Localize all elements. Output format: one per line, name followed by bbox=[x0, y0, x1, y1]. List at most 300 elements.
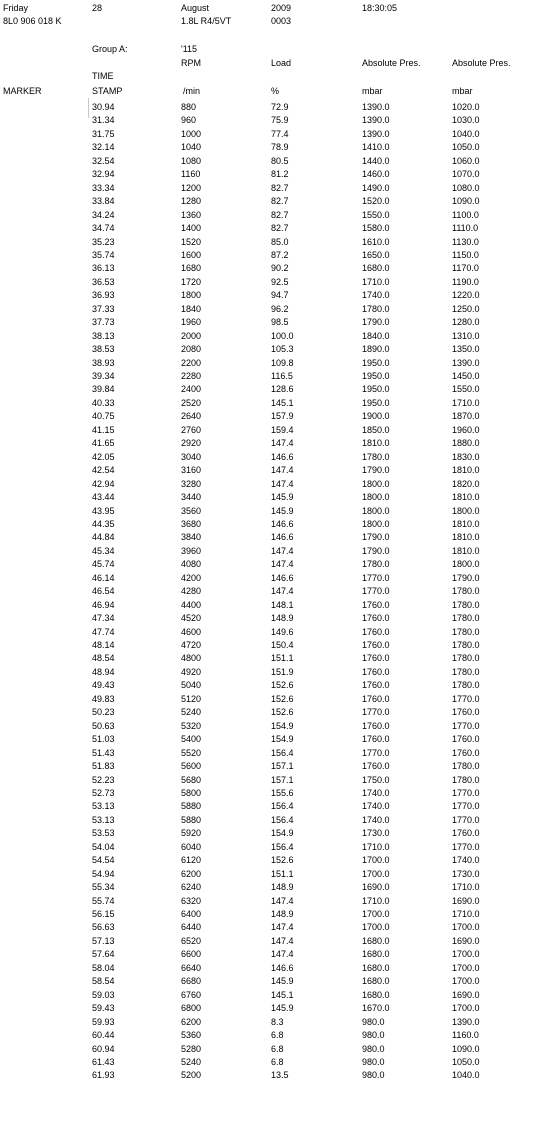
load-cell: 145.9 bbox=[271, 492, 294, 503]
abs-pres-2-cell: 1080.0 bbox=[452, 182, 480, 193]
abs-pres-1-cell: 980.0 bbox=[362, 1070, 385, 1081]
group-value: '115 bbox=[181, 44, 198, 54]
abs-pres-2-cell: 1090.0 bbox=[452, 196, 480, 207]
abs-pres-1-cell: 1950.0 bbox=[362, 397, 390, 408]
abs-pres-2-cell: 1770.0 bbox=[452, 801, 480, 812]
abs-pres-1-cell: 1710.0 bbox=[362, 841, 390, 852]
time-stamp-cell: 44.84 bbox=[92, 532, 115, 543]
abs-pres-2-cell: 1810.0 bbox=[452, 465, 480, 476]
col-load-header: Load bbox=[271, 58, 292, 68]
rpm-cell: 6320 bbox=[181, 895, 202, 906]
rpm-cell: 5880 bbox=[181, 801, 202, 812]
rpm-cell: 5240 bbox=[181, 707, 202, 718]
abs-pres-1-cell: 1650.0 bbox=[362, 249, 390, 260]
rpm-cell: 4720 bbox=[181, 640, 202, 650]
load-cell: 148.1 bbox=[271, 599, 294, 610]
header-part-number: 8L0 906 018 K bbox=[3, 16, 62, 26]
abs-pres-1-cell: 1490.0 bbox=[362, 182, 390, 193]
time-stamp-cell: 46.94 bbox=[92, 599, 115, 610]
load-cell: 145.9 bbox=[271, 505, 294, 516]
abs-pres-2-cell: 1390.0 bbox=[452, 1016, 480, 1027]
time-stamp-cell: 61.93 bbox=[92, 1070, 115, 1081]
time-stamp-cell: 43.44 bbox=[92, 492, 115, 503]
load-cell: 148.9 bbox=[271, 613, 294, 624]
abs-pres-1-cell: 1760.0 bbox=[362, 720, 390, 731]
abs-pres-2-cell: 1700.0 bbox=[452, 922, 480, 933]
rpm-cell: 1520 bbox=[181, 236, 202, 247]
rpm-cell: 6520 bbox=[181, 935, 202, 946]
abs-pres-2-cell: 1090.0 bbox=[452, 1043, 480, 1054]
abs-pres-1-cell: 1780.0 bbox=[362, 451, 390, 462]
time-stamp-cell: 39.84 bbox=[92, 384, 115, 395]
time-stamp-cell: 57.13 bbox=[92, 935, 115, 946]
rpm-cell: 6800 bbox=[181, 1003, 202, 1014]
abs-pres-2-cell: 1170.0 bbox=[452, 263, 479, 274]
abs-pres-2-cell: 1770.0 bbox=[452, 814, 480, 825]
rpm-cell: 1160 bbox=[181, 169, 201, 180]
abs-pres-2-cell: 1780.0 bbox=[452, 626, 480, 637]
abs-pres-2-cell: 1820.0 bbox=[452, 478, 480, 489]
rpm-cell: 2520 bbox=[181, 397, 202, 408]
abs-pres-2-cell: 1100.0 bbox=[452, 209, 479, 220]
load-cell: 147.4 bbox=[271, 438, 294, 449]
abs-pres-2-cell: 1780.0 bbox=[452, 774, 480, 785]
time-stamp-cell: 58.04 bbox=[92, 962, 115, 973]
abs-pres-1-cell: 1710.0 bbox=[362, 276, 390, 287]
rpm-cell: 1800 bbox=[181, 290, 202, 301]
abs-pres-2-cell: 1690.0 bbox=[452, 895, 480, 906]
time-stamp-cell: 42.94 bbox=[92, 478, 115, 489]
time-stamp-cell: 44.35 bbox=[92, 518, 115, 529]
abs-pres-2-cell: 1800.0 bbox=[452, 559, 480, 570]
abs-pres-2-cell: 1710.0 bbox=[452, 882, 480, 893]
time-stamp-cell: 54.94 bbox=[92, 868, 115, 879]
rpm-cell: 1360 bbox=[181, 209, 202, 220]
rpm-cell: 2200 bbox=[181, 357, 202, 368]
load-cell: 72.9 bbox=[271, 102, 289, 112]
abs-pres-1-cell: 1760.0 bbox=[362, 599, 390, 610]
rpm-cell: 4520 bbox=[181, 613, 202, 624]
load-cell: 156.4 bbox=[271, 801, 294, 812]
header-engine: 1.8L R4/5VT bbox=[181, 16, 232, 26]
time-stamp-cell: 50.23 bbox=[92, 707, 115, 718]
col-time-header: TIME bbox=[92, 71, 114, 81]
abs-pres-2-cell: 1800.0 bbox=[452, 505, 480, 516]
abs-pres-2-cell: 1760.0 bbox=[452, 734, 480, 745]
rpm-cell: 6240 bbox=[181, 882, 202, 893]
abs-pres-2-cell: 1700.0 bbox=[452, 962, 480, 973]
rpm-cell: 6680 bbox=[181, 976, 202, 987]
abs-pres-1-cell: 1740.0 bbox=[362, 290, 390, 301]
abs-pres-1-cell: 1890.0 bbox=[362, 344, 390, 355]
abs-pres-2-cell: 1770.0 bbox=[452, 787, 480, 798]
time-stamp-cell: 53.13 bbox=[92, 814, 115, 825]
abs-pres-1-cell: 1850.0 bbox=[362, 424, 390, 435]
time-stamp-cell: 52.73 bbox=[92, 787, 115, 798]
abs-pres-2-cell: 1550.0 bbox=[452, 384, 480, 395]
abs-pres-2-cell: 1870.0 bbox=[452, 411, 480, 422]
header-day: Friday bbox=[3, 3, 29, 13]
rpm-cell: 2400 bbox=[181, 384, 202, 395]
time-stamp-cell: 45.74 bbox=[92, 559, 115, 570]
time-stamp-cell: 48.14 bbox=[92, 640, 115, 650]
load-cell: 147.4 bbox=[271, 545, 294, 556]
load-cell: 151.1 bbox=[271, 653, 294, 664]
abs-pres-2-cell: 1710.0 bbox=[452, 909, 480, 919]
load-cell: 152.6 bbox=[271, 693, 294, 704]
abs-pres-1-cell: 1760.0 bbox=[362, 693, 390, 704]
time-stamp-cell: 57.64 bbox=[92, 949, 115, 960]
abs-pres-1-cell: 1810.0 bbox=[362, 438, 390, 449]
load-cell: 146.6 bbox=[271, 518, 294, 529]
abs-pres-1-cell: 1740.0 bbox=[362, 801, 390, 812]
rpm-cell: 1080 bbox=[181, 155, 202, 166]
abs-pres-2-cell: 1780.0 bbox=[452, 613, 480, 624]
load-cell: 147.4 bbox=[271, 935, 294, 946]
load-cell: 154.9 bbox=[271, 828, 294, 839]
load-cell: 156.4 bbox=[271, 814, 294, 825]
abs-pres-2-cell: 1810.0 bbox=[452, 532, 480, 543]
load-cell: 6.8 bbox=[271, 1043, 284, 1054]
load-cell: 6.8 bbox=[271, 1056, 284, 1067]
abs-pres-1-cell: 1680.0 bbox=[362, 976, 390, 987]
rpm-cell: 1960 bbox=[181, 317, 202, 328]
abs-pres-1-cell: 1760.0 bbox=[362, 613, 390, 624]
abs-pres-2-cell: 1780.0 bbox=[452, 586, 480, 597]
abs-pres-2-cell: 1760.0 bbox=[452, 707, 480, 718]
time-stamp-cell: 32.14 bbox=[92, 142, 115, 153]
abs-pres-1-cell: 1760.0 bbox=[362, 626, 390, 637]
time-stamp-cell: 42.54 bbox=[92, 465, 115, 476]
rpm-cell: 4080 bbox=[181, 559, 202, 570]
abs-pres-1-cell: 1730.0 bbox=[362, 828, 390, 839]
time-stamp-cell: 34.24 bbox=[92, 209, 115, 220]
load-cell: 148.9 bbox=[271, 909, 294, 919]
load-cell: 147.4 bbox=[271, 895, 294, 906]
load-cell: 98.5 bbox=[271, 317, 289, 328]
time-stamp-cell: 39.34 bbox=[92, 371, 115, 381]
abs-pres-1-cell: 1950.0 bbox=[362, 357, 390, 368]
time-stamp-cell: 48.54 bbox=[92, 653, 115, 664]
load-cell: 154.9 bbox=[271, 720, 294, 731]
time-stamp-cell: 41.15 bbox=[92, 424, 115, 435]
abs-pres-1-cell: 1770.0 bbox=[362, 586, 390, 597]
abs-pres-1-cell: 1580.0 bbox=[362, 223, 390, 234]
abs-pres-1-cell: 1740.0 bbox=[362, 814, 390, 825]
load-cell: 151.9 bbox=[271, 666, 294, 677]
time-stamp-cell: 49.43 bbox=[92, 680, 115, 691]
col-marker-header: MARKER bbox=[3, 86, 42, 96]
rpm-cell: 5600 bbox=[181, 761, 202, 772]
load-cell: 157.1 bbox=[271, 774, 294, 785]
abs-pres-1-cell: 1760.0 bbox=[362, 640, 390, 650]
time-stamp-cell: 37.33 bbox=[92, 303, 115, 314]
abs-pres-2-cell: 1960.0 bbox=[452, 424, 480, 435]
load-cell: 156.4 bbox=[271, 747, 294, 758]
rpm-cell: 1840 bbox=[181, 303, 202, 314]
rpm-cell: 6760 bbox=[181, 989, 202, 1000]
load-cell: 75.9 bbox=[271, 115, 289, 126]
abs-pres-1-cell: 1780.0 bbox=[362, 559, 390, 570]
abs-pres-2-cell: 1040.0 bbox=[452, 1070, 480, 1081]
load-cell: 90.2 bbox=[271, 263, 289, 274]
abs-pres-2-cell: 1130.0 bbox=[452, 236, 479, 247]
rpm-cell: 2760 bbox=[181, 424, 202, 435]
rpm-cell: 880 bbox=[181, 102, 197, 112]
rpm-cell: 6040 bbox=[181, 841, 202, 852]
time-stamp-cell: 38.13 bbox=[92, 330, 115, 341]
rpm-cell: 4920 bbox=[181, 666, 202, 677]
abs-pres-2-cell: 1030.0 bbox=[452, 115, 480, 126]
time-stamp-cell: 48.94 bbox=[92, 666, 115, 677]
rpm-cell: 3960 bbox=[181, 545, 202, 556]
abs-pres-2-cell: 1110.0 bbox=[452, 223, 479, 234]
abs-pres-1-cell: 1770.0 bbox=[362, 572, 390, 583]
load-cell: 82.7 bbox=[271, 196, 289, 207]
load-cell: 148.9 bbox=[271, 882, 294, 893]
abs-pres-1-cell: 1950.0 bbox=[362, 384, 390, 395]
abs-pres-2-cell: 1740.0 bbox=[452, 855, 480, 866]
rpm-cell: 2640 bbox=[181, 411, 202, 422]
rpm-cell: 5120 bbox=[181, 693, 202, 704]
time-stamp-cell: 49.83 bbox=[92, 693, 115, 704]
load-cell: 96.2 bbox=[271, 303, 289, 314]
load-cell: 145.1 bbox=[271, 397, 294, 408]
time-stamp-cell: 52.23 bbox=[92, 774, 115, 785]
abs-pres-2-cell: 1220.0 bbox=[452, 290, 480, 301]
abs-pres-1-cell: 1680.0 bbox=[362, 263, 390, 274]
abs-pres-1-cell: 1680.0 bbox=[362, 962, 390, 973]
abs-pres-1-cell: 1770.0 bbox=[362, 747, 390, 758]
abs-pres-2-cell: 1770.0 bbox=[452, 693, 480, 704]
rpm-cell: 4400 bbox=[181, 599, 202, 610]
load-cell: 145.1 bbox=[271, 989, 294, 1000]
load-cell: 78.9 bbox=[271, 142, 289, 153]
rpm-cell: 1280 bbox=[181, 196, 202, 207]
rpm-cell: 3280 bbox=[181, 478, 202, 489]
abs-pres-2-cell: 1250.0 bbox=[452, 303, 480, 314]
time-stamp-cell: 32.94 bbox=[92, 169, 115, 180]
load-cell: 146.6 bbox=[271, 572, 294, 583]
time-stamp-cell: 36.93 bbox=[92, 290, 115, 301]
abs-pres-1-cell: 1790.0 bbox=[362, 545, 390, 556]
group-label: Group A: bbox=[92, 44, 128, 54]
time-stamp-cell: 46.14 bbox=[92, 572, 115, 583]
rpm-cell: 5360 bbox=[181, 1030, 202, 1041]
load-cell: 145.9 bbox=[271, 1003, 294, 1014]
time-stamp-cell: 59.03 bbox=[92, 989, 115, 1000]
rpm-cell: 6200 bbox=[181, 868, 202, 879]
abs-pres-1-cell: 1780.0 bbox=[362, 303, 390, 314]
rpm-cell: 2080 bbox=[181, 344, 202, 355]
time-stamp-cell: 55.34 bbox=[92, 882, 115, 893]
abs-pres-1-cell: 1800.0 bbox=[362, 492, 390, 503]
header-time: 18:30:05 bbox=[362, 3, 398, 13]
abs-pres-1-cell: 1800.0 bbox=[362, 478, 390, 489]
load-cell: 157.9 bbox=[271, 411, 294, 422]
rpm-cell: 5240 bbox=[181, 1056, 202, 1067]
rpm-cell: 4280 bbox=[181, 586, 202, 597]
time-stamp-cell: 42.05 bbox=[92, 451, 115, 462]
abs-pres-1-cell: 1760.0 bbox=[362, 653, 390, 664]
abs-pres-1-cell: 1840.0 bbox=[362, 330, 390, 341]
time-stamp-cell: 31.34 bbox=[92, 115, 115, 126]
abs-pres-2-cell: 1020.0 bbox=[452, 102, 480, 112]
time-stamp-cell: 59.43 bbox=[92, 1003, 115, 1014]
rpm-cell: 6200 bbox=[181, 1016, 202, 1027]
abs-pres-1-cell: 980.0 bbox=[362, 1030, 385, 1041]
rpm-cell: 1600 bbox=[181, 249, 202, 260]
abs-pres-2-cell: 1700.0 bbox=[452, 1003, 480, 1014]
rpm-cell: 5320 bbox=[181, 720, 202, 731]
abs-pres-1-cell: 1700.0 bbox=[362, 922, 390, 933]
abs-pres-1-cell: 1680.0 bbox=[362, 949, 390, 960]
rpm-cell: 2280 bbox=[181, 371, 202, 381]
time-stamp-cell: 30.94 bbox=[92, 102, 115, 112]
abs-pres-2-cell: 1190.0 bbox=[452, 276, 479, 287]
time-stamp-cell: 32.54 bbox=[92, 155, 115, 166]
load-cell: 105.3 bbox=[271, 344, 294, 355]
abs-pres-1-cell: 1760.0 bbox=[362, 680, 390, 691]
time-stamp-cell: 60.44 bbox=[92, 1030, 115, 1041]
time-stamp-cell: 51.43 bbox=[92, 747, 115, 758]
rpm-cell: 6440 bbox=[181, 922, 202, 933]
col-abs2-unit: mbar bbox=[452, 86, 473, 96]
load-cell: 94.7 bbox=[271, 290, 289, 301]
time-stamp-cell: 53.13 bbox=[92, 801, 115, 812]
abs-pres-2-cell: 1060.0 bbox=[452, 155, 480, 166]
load-cell: 154.9 bbox=[271, 734, 294, 745]
time-stamp-cell: 36.53 bbox=[92, 276, 115, 287]
time-stamp-cell: 40.75 bbox=[92, 411, 115, 422]
rpm-cell: 5880 bbox=[181, 814, 202, 825]
load-cell: 145.9 bbox=[271, 976, 294, 987]
abs-pres-2-cell: 1310.0 bbox=[452, 330, 480, 341]
load-cell: 147.4 bbox=[271, 478, 294, 489]
time-stamp-cell: 53.53 bbox=[92, 828, 115, 839]
abs-pres-2-cell: 1770.0 bbox=[452, 720, 480, 731]
rpm-cell: 4600 bbox=[181, 626, 202, 637]
abs-pres-1-cell: 1680.0 bbox=[362, 935, 390, 946]
time-stamp-cell: 33.34 bbox=[92, 182, 115, 193]
abs-pres-2-cell: 1780.0 bbox=[452, 599, 480, 610]
rpm-cell: 3840 bbox=[181, 532, 202, 543]
time-stamp-cell: 38.93 bbox=[92, 357, 115, 368]
abs-pres-1-cell: 1680.0 bbox=[362, 989, 390, 1000]
abs-pres-1-cell: 1440.0 bbox=[362, 155, 390, 166]
col-load-unit: % bbox=[271, 86, 280, 96]
col-abs1-unit: mbar bbox=[362, 86, 383, 96]
abs-pres-2-cell: 1770.0 bbox=[452, 841, 480, 852]
rpm-cell: 6120 bbox=[181, 855, 202, 866]
time-stamp-cell: 56.15 bbox=[92, 909, 115, 919]
abs-pres-1-cell: 980.0 bbox=[362, 1043, 385, 1054]
abs-pres-1-cell: 1750.0 bbox=[362, 774, 390, 785]
rpm-cell: 6640 bbox=[181, 962, 202, 973]
load-cell: 147.4 bbox=[271, 465, 294, 476]
abs-pres-2-cell: 1790.0 bbox=[452, 572, 480, 583]
abs-pres-1-cell: 1550.0 bbox=[362, 209, 390, 220]
abs-pres-1-cell: 1790.0 bbox=[362, 465, 390, 476]
load-cell: 152.6 bbox=[271, 680, 294, 691]
load-cell: 100.0 bbox=[271, 330, 294, 341]
abs-pres-2-cell: 1810.0 bbox=[452, 518, 480, 529]
abs-pres-2-cell: 1780.0 bbox=[452, 640, 480, 650]
rpm-cell: 5200 bbox=[181, 1070, 202, 1081]
load-cell: 128.6 bbox=[271, 384, 294, 395]
time-stamp-cell: 55.74 bbox=[92, 895, 115, 906]
rpm-cell: 1720 bbox=[181, 276, 202, 287]
time-stamp-cell: 31.75 bbox=[92, 128, 115, 139]
load-cell: 116.5 bbox=[271, 371, 293, 381]
load-cell: 77.4 bbox=[271, 128, 289, 139]
load-cell: 109.8 bbox=[271, 357, 294, 368]
load-cell: 147.4 bbox=[271, 559, 294, 570]
abs-pres-2-cell: 1050.0 bbox=[452, 1056, 480, 1067]
abs-pres-1-cell: 1390.0 bbox=[362, 128, 390, 139]
load-cell: 146.6 bbox=[271, 451, 294, 462]
load-cell: 159.4 bbox=[271, 424, 294, 435]
load-cell: 92.5 bbox=[271, 276, 289, 287]
rpm-cell: 2920 bbox=[181, 438, 202, 449]
time-stamp-cell: 54.04 bbox=[92, 841, 115, 852]
abs-pres-2-cell: 1830.0 bbox=[452, 451, 480, 462]
time-stamp-cell: 41.65 bbox=[92, 438, 115, 449]
abs-pres-1-cell: 1610.0 bbox=[362, 236, 390, 247]
load-cell: 147.4 bbox=[271, 949, 294, 960]
load-cell: 87.2 bbox=[271, 249, 289, 260]
abs-pres-1-cell: 1770.0 bbox=[362, 707, 390, 718]
rpm-cell: 4800 bbox=[181, 653, 202, 664]
rpm-cell: 960 bbox=[181, 115, 197, 126]
abs-pres-2-cell: 1710.0 bbox=[452, 397, 480, 408]
col-stamp-header: STAMP bbox=[92, 86, 123, 96]
load-cell: 82.7 bbox=[271, 209, 289, 220]
load-cell: 81.2 bbox=[271, 169, 289, 180]
time-stamp-cell: 38.53 bbox=[92, 344, 115, 355]
time-stamp-cell: 43.95 bbox=[92, 505, 115, 516]
time-stamp-cell: 60.94 bbox=[92, 1043, 115, 1054]
rpm-cell: 5400 bbox=[181, 734, 202, 745]
load-cell: 147.4 bbox=[271, 922, 294, 933]
rpm-cell: 2000 bbox=[181, 330, 202, 341]
abs-pres-1-cell: 1520.0 bbox=[362, 196, 390, 207]
rpm-cell: 3680 bbox=[181, 518, 202, 529]
abs-pres-2-cell: 1700.0 bbox=[452, 976, 480, 987]
header-date: 28 bbox=[92, 3, 103, 13]
load-cell: 157.1 bbox=[271, 761, 294, 772]
abs-pres-1-cell: 1670.0 bbox=[362, 1003, 390, 1014]
abs-pres-2-cell: 1040.0 bbox=[452, 128, 480, 139]
abs-pres-1-cell: 980.0 bbox=[362, 1056, 385, 1067]
abs-pres-2-cell: 1760.0 bbox=[452, 747, 480, 758]
time-stamp-cell: 40.33 bbox=[92, 397, 115, 408]
load-cell: 151.1 bbox=[271, 868, 294, 879]
abs-pres-1-cell: 1700.0 bbox=[362, 868, 390, 879]
abs-pres-1-cell: 1390.0 bbox=[362, 115, 390, 126]
time-stamp-cell: 47.34 bbox=[92, 613, 115, 624]
rpm-cell: 4200 bbox=[181, 572, 202, 583]
rpm-cell: 3560 bbox=[181, 505, 202, 516]
abs-pres-2-cell: 1070.0 bbox=[452, 169, 480, 180]
load-cell: 6.8 bbox=[271, 1030, 284, 1041]
rpm-cell: 3040 bbox=[181, 451, 202, 462]
load-cell: 149.6 bbox=[271, 626, 294, 637]
abs-pres-2-cell: 1780.0 bbox=[452, 653, 480, 664]
abs-pres-2-cell: 1880.0 bbox=[452, 438, 480, 449]
abs-pres-2-cell: 1050.0 bbox=[452, 142, 480, 153]
load-cell: 8.3 bbox=[271, 1016, 284, 1027]
